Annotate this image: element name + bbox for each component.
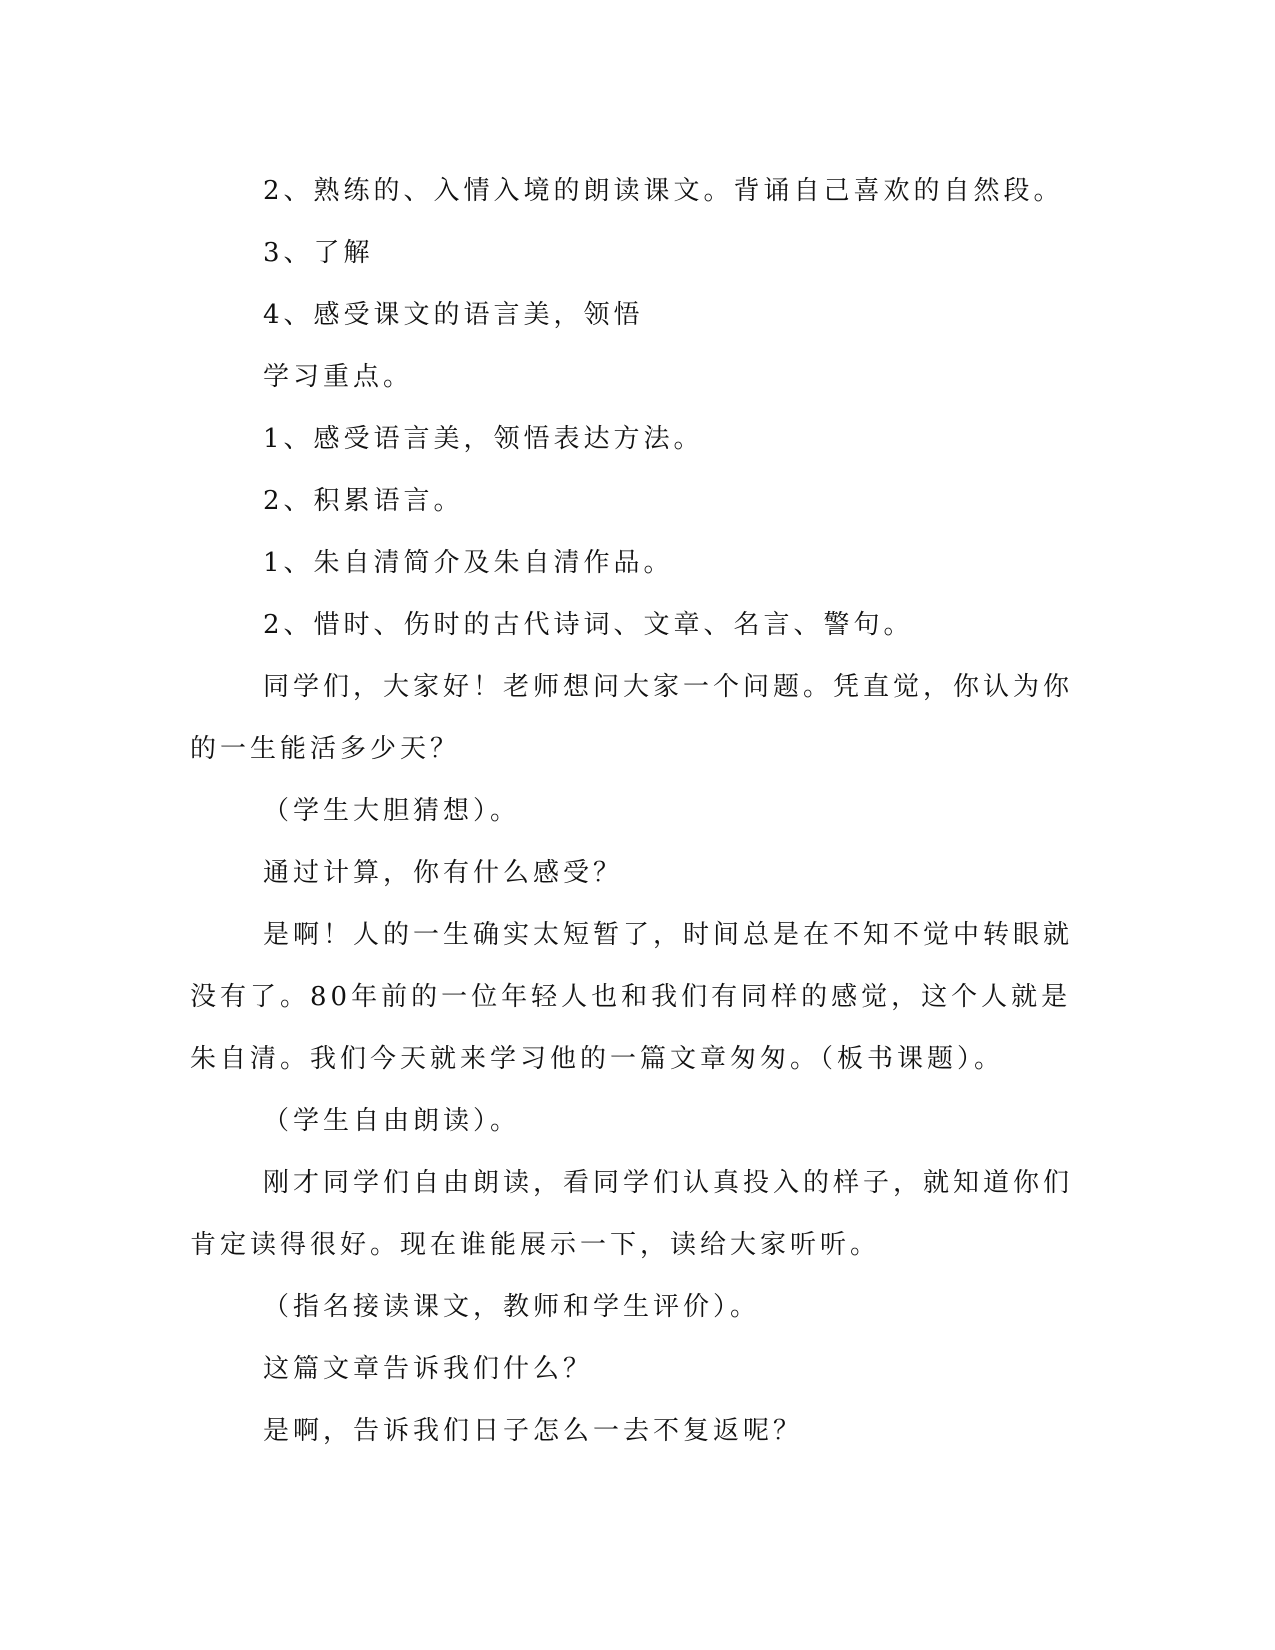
paragraph: 4、感受课文的语言美，领悟 — [263, 300, 644, 330]
paragraph: 是啊，告诉我们日子怎么一去不复返呢？ — [263, 1416, 804, 1446]
paragraph: （学生自由朗读）。 — [263, 1106, 521, 1136]
paragraph: 3、了解 — [263, 238, 374, 268]
paragraph: 刚才同学们自由朗读，看同学们认真投入的样子，就知道你们肯定读得很好。现在谁能展示一下，读给大家听听。 — [190, 1168, 1074, 1260]
paragraph: 学习重点。 — [263, 362, 414, 392]
document-body — [190, 160, 1080, 1462]
paragraph: 2、积累语言。 — [263, 486, 464, 516]
paragraph: 1、朱自清简介及朱自清作品。 — [263, 548, 674, 578]
paragraph: （学生大胆猜想）。 — [263, 796, 521, 826]
paragraph: 1、感受语言美，领悟表达方法。 — [263, 424, 704, 454]
paragraph: 同学们，大家好！老师想问大家一个问题。凭直觉，你认为你的一生能活多少天？ — [190, 672, 1074, 764]
paragraph: 这篇文章告诉我们什么？ — [263, 1354, 594, 1384]
paragraph: 2、惜时、伤时的古代诗词、文章、名言、警句。 — [263, 610, 914, 640]
paragraph: 2、熟练的、入情入境的朗读课文。背诵自己喜欢的自然段。 — [263, 176, 1064, 206]
paragraph: （指名接读课文，教师和学生评价）。 — [263, 1292, 761, 1322]
paragraph: 是啊！人的一生确实太短暂了，时间总是在不知不觉中转眼就没有了。80年前的一位年轻人也和我们有同样的感觉，这个人就是朱自清。我们今天就来学习他的一篇文章匆匆。（板书课题）。 — [190, 920, 1074, 1074]
paragraph: 通过计算，你有什么感受？ — [263, 858, 624, 888]
